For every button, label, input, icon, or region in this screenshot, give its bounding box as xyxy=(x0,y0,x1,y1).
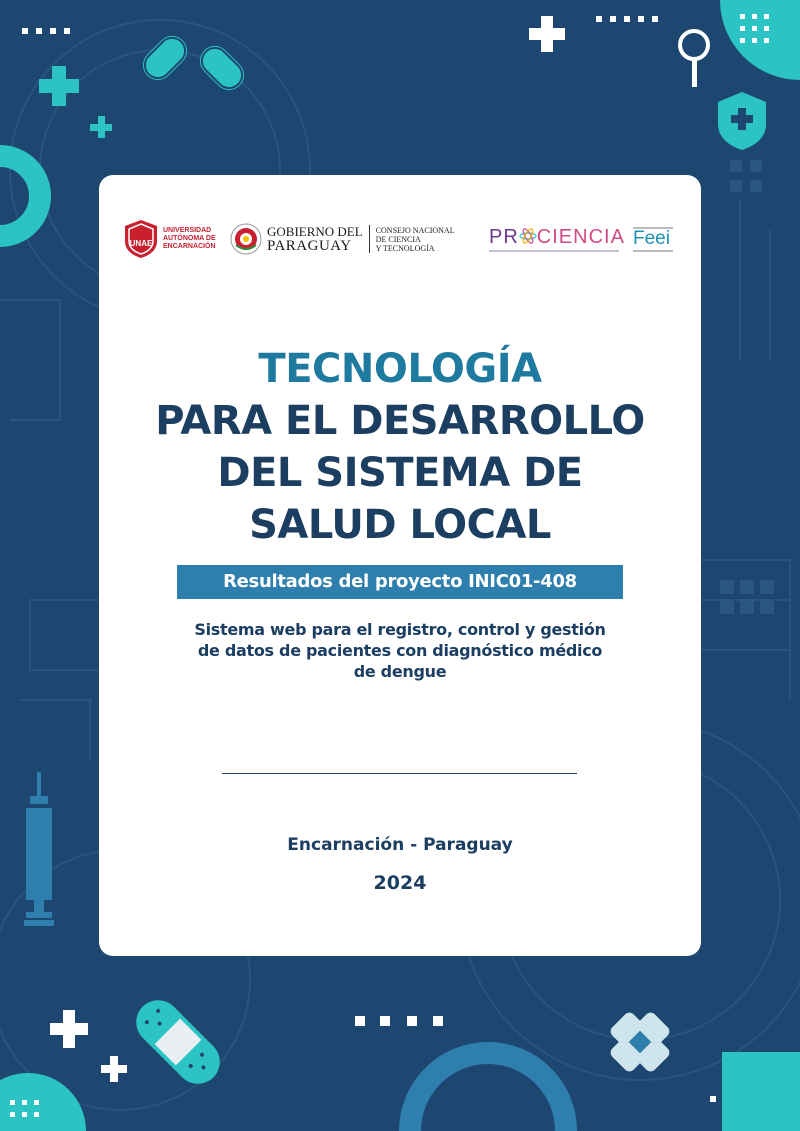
paraguay-seal-icon xyxy=(230,223,262,255)
project-banner: Resultados del proyecto INIC01-408 xyxy=(177,565,623,599)
title-line-4: SALUD LOCAL xyxy=(249,502,551,548)
title-line-1: TECNOLOGÍA xyxy=(258,346,542,392)
conacyt-name: CONSEJO NACIONAL DE CIENCIA Y TECNOLOGÍA xyxy=(375,225,455,253)
feei-sub-graphic xyxy=(633,250,673,252)
title-line-2: PARA EL DESARROLLO xyxy=(155,398,645,444)
unae-shield-icon xyxy=(123,219,159,259)
gobierno-name: GOBIERNO DEL PARAGUAY xyxy=(267,224,363,254)
subtitle-line-3: de dengue xyxy=(353,662,447,681)
unae-name: UNIVERSIDAD AUTÓNOMA DE ENCARNACIÓN xyxy=(163,227,216,250)
prociencia-tagline-graphic xyxy=(489,250,619,252)
prociencia-logo xyxy=(489,215,625,263)
title-line-3: DEL SISTEMA DE xyxy=(217,450,583,496)
unae-badge-text: UNAE xyxy=(129,239,153,248)
logo-strip xyxy=(99,215,701,263)
subtitle xyxy=(159,619,641,682)
feei-logo xyxy=(633,215,673,263)
atom-icon xyxy=(519,228,537,244)
feei-wordmark: Feei xyxy=(633,227,670,249)
place-text: Encarnación - Paraguay xyxy=(287,835,513,855)
page-title xyxy=(99,343,701,551)
year-text: 2024 xyxy=(373,872,427,894)
subtitle-line-2: de datos de pacientes con diagnóstico médico xyxy=(197,641,603,660)
prociencia-wordmark: PR CIENCIA xyxy=(489,226,625,248)
logo-separator xyxy=(369,225,370,253)
cover-card xyxy=(99,175,701,956)
unae-logo xyxy=(123,215,223,263)
divider-line xyxy=(222,773,577,774)
gobierno-logo xyxy=(230,215,471,263)
subtitle-line-1: Sistema web para el registro, control y gestión xyxy=(194,620,606,639)
